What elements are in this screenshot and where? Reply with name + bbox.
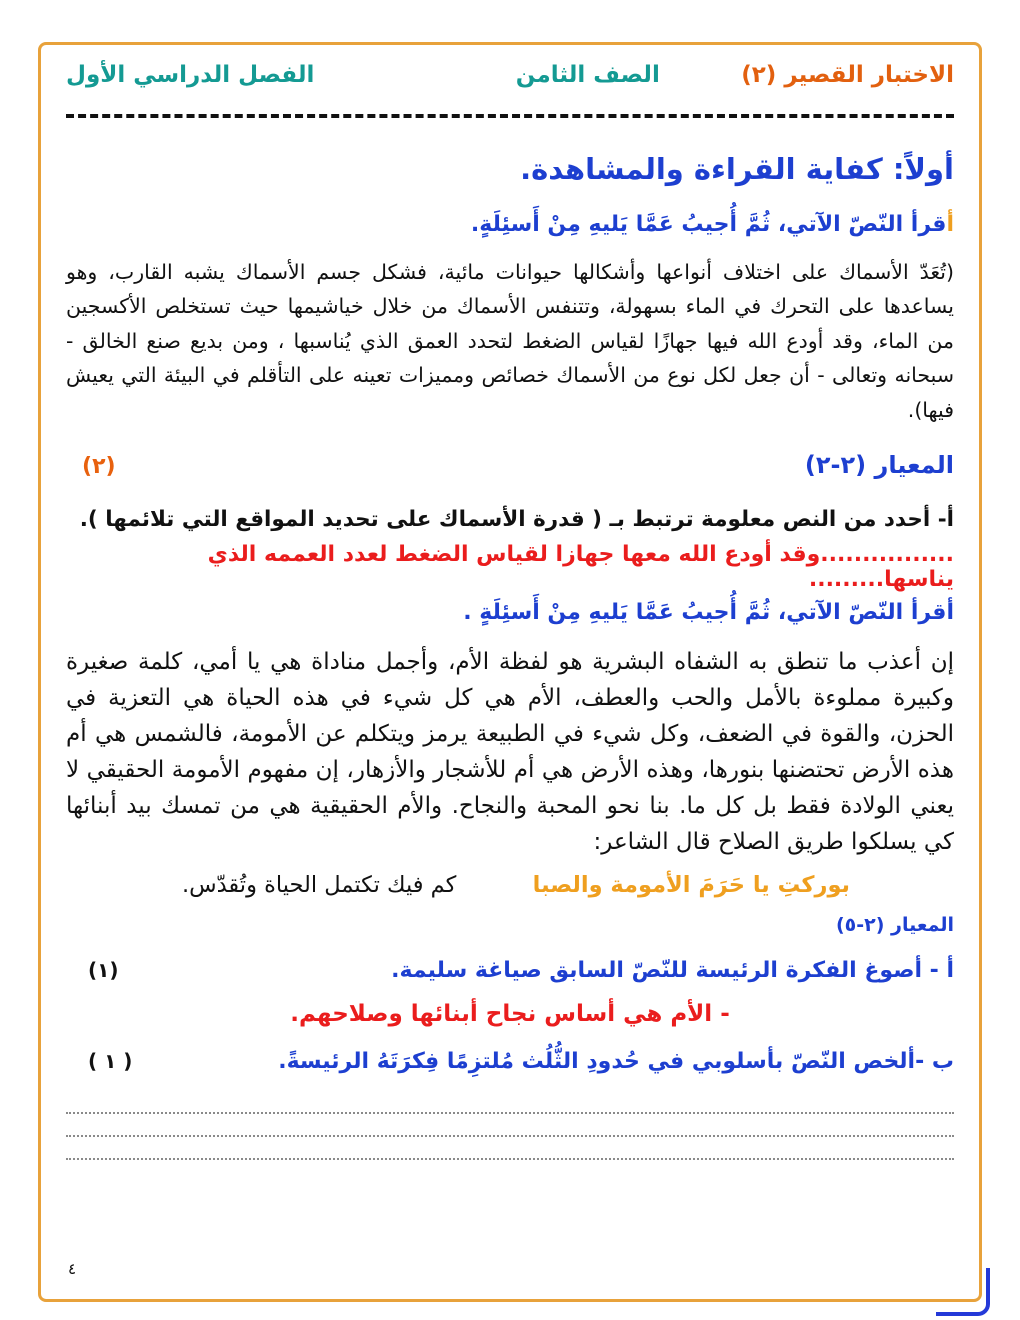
poetry-verse [66,872,954,898]
instruction-text: قرأ النّصّ الآتي، ثُمَّ أُجيبُ عَمَّا يَليهِ مِنْ أَسئِلَةٍ. [470,212,947,237]
question-b-marks: ( ١ ) [88,1049,133,1074]
mother-passage: إن أعذب ما تنطق به الشفاه البشرية هو لفظة الأم، وأجمل مناداة هي يا أمي، كلمة صغيرة وكبيرة مملوءة بالأمل والحب والعطف، الأم هي كل شيء في هذه الحياة هي التعزية في الحزن، والقوة في الضعف، وكل شيء في الطبيعة يرمز ويتكلم عن الأمومة، فالشمس هي أم هذه الأرض تحتضنها بنورها، وهذه الأرض هي أم للأشجار والأزهار، إن مفهوم الأمومة الحقيقي لا يعني الولادة فقط بل كل ما. بنا نحو المحبة والنجاح. والأم الحقيقية هي من تمسك بيد أبنائها كي يسلكوا طريق الصلاح قال الشاعر: [66,649,954,855]
verse-first-hemistich: بوركتِ يا حَرَمَ الأمومة والصبا [532,872,850,899]
page-content [66,56,954,1181]
answer-mother-a: - الأم هي أساس نجاح أبنائها وصلاحهم. [290,1001,730,1028]
grade-title: الصف الثامن [515,62,660,88]
page-number: ٤ [68,1260,77,1278]
section-heading-reading: أولاً: كفاية القراءة والمشاهدة. [520,152,954,186]
answer-line [66,1112,954,1114]
semester-title: الفصل الدراسي الأول [66,62,315,88]
standard-label-2: المعيار (٢-٥) [835,914,954,937]
question-row-a [66,958,954,983]
answer-area [66,1112,954,1160]
reading-instruction [66,212,954,237]
mother-instruction: أقرأ النّصّ الآتي، ثُمَّ أُجيبُ عَمَّا يَليهِ مِنْ أَسئِلَةٍ . [463,600,954,626]
standard-row-1 [66,451,954,479]
corner-mark [936,1268,990,1316]
answer-line [66,1135,954,1137]
question-mother-b: ب -ألخص النّصّ بأسلوبي في حُدودِ الثُّلُث مُلتزِمًا فِكرَتَهُ الرئيسةً. [278,1049,954,1075]
standard-marks-1: (٢) [82,454,116,480]
instruction-initial-letter: أ [946,212,954,237]
question-mother-a: أ - أصوغ الفكرة الرئيسة للنّصّ السابق صياغة سليمة. [391,958,954,984]
page-header [66,62,954,88]
question-a-marks: (١) [88,958,119,983]
question-row-b [66,1049,954,1074]
verse-second-hemistich: كم فيك تكتمل الحياة وتُقدّس. [182,872,457,899]
fish-passage: (تُعَدّ الأسماك على اختلاف أنواعها وأشكالها حيوانات مائية، فشكل جسم الأسماك يشبه القارب، وهو يساعدها على التحرك في الماء بسهولة، وتتنفس الأسماك من خلال خياشيمها حيث تستخلص الأكسجين من الماء، وقد أودع الله فيها جهازًا لقياس الضغط لتحدد العمق الذي يُناسبها ، ومن بديع صنع الخالق - سبحانه وتعالى - أن جعل لكل نوع من الأسماك خصائص ومميزات تعينه على التأقلم في البيئة التي يعيش فيها). [66,260,954,422]
exam-title: الاختبار القصير (٢) [741,62,954,88]
answer-line [66,1158,954,1160]
question-reading-a: أ- أحدد من النص معلومة ترتبط بـ ( قدرة الأسماك على تحديد المواقع التي تلائمها ). [79,507,954,533]
standard-label-1: المعيار (٢-٢) [804,451,954,480]
dashed-divider [66,114,954,118]
answer-reading-a: ................وقد أودع الله معها جهازا لقياس الضغط لعدد العممه الذي يناسها......... [207,542,954,593]
